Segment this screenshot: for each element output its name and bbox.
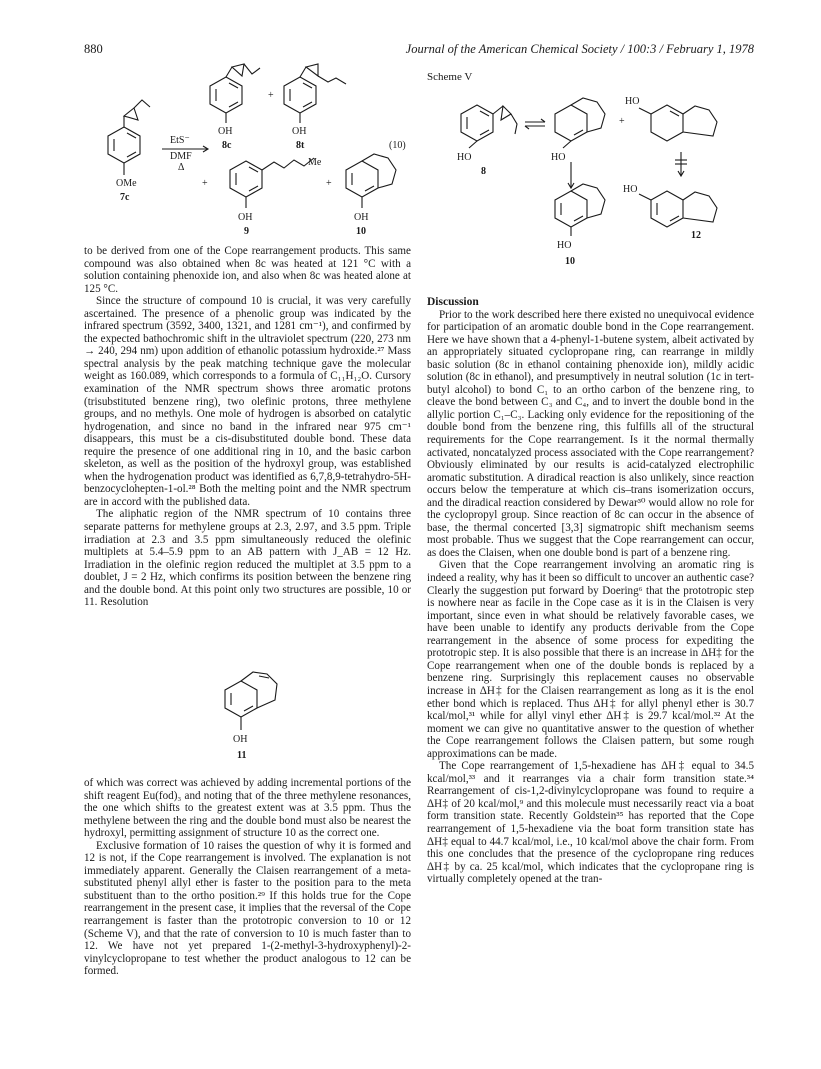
structure-8-ring [461,105,493,141]
paragraph: to be derived from one of the Cope rearrangement products. This same compound was also obtained when 8c was heated at 121 °C with a solution containing phenoxide ion, and also when 8c was heated alone at 125 °C. [84,245,411,295]
label-10: 10 [565,256,575,267]
left-column-top [84,245,411,609]
structure-9-ring [230,161,262,197]
plus-sign: + [268,90,274,101]
oh-label: OH [354,212,369,223]
paragraph: The aliphatic region of the NMR spectrum of 10 contains three separate patterns for methylene groups at 2.3, 2.97, and 3.5 ppm. Triple irradiation at 2.3 and 3.5 ppm simultaneously reduced the olefinic multiplets at 5.4–5.9 ppm to an AB pattern with J_AB = 12 Hz. Irradiation in the olefinic region reduced the multiplet at 3.5 ppm to a doublet, J = 2 Hz, which confirms its position between the benzene ring and the double bond. At this point only two structures are possible, 10 or 11. Resolution [84,508,411,609]
label-8t: 8t [296,140,305,151]
label-8: 8 [481,166,486,177]
page-number: 880 [84,42,103,56]
me-label: Me [308,157,322,168]
scheme-v-figure [427,84,747,274]
label-9: 9 [244,226,249,237]
scheme-title: Scheme V [427,71,473,83]
ho-label: HO [623,184,638,195]
structure-11-figure [195,660,315,770]
oh-label: OH [218,126,233,137]
reagent-mid: DMF [170,151,192,162]
label-8c: 8c [222,140,232,151]
intermediate-ring [555,105,587,141]
ome-label: OMe [116,178,137,189]
plus-sign: + [326,178,332,189]
structure-10-ring [555,191,587,227]
ho-label: HO [557,240,572,251]
structure-11-ring [225,681,257,717]
oh-label: OH [233,734,248,745]
label-11: 11 [237,750,247,761]
plus-sign: + [202,178,208,189]
ho-label: HO [457,152,472,163]
label-10: 10 [356,226,366,237]
ho-label: HO [625,96,640,107]
paragraph: of which was correct was achieved by adding incremental portions of the shift reagent Eu(fod)₃ and noting that of the three methylene resonances, the one which shifts to the greatest extent was at 3.5 ppm. Thus the methylene between the ring and the double bond must also be nearest the hydroxyl, permitting assignment of structure 10 as the correct one. [84,777,411,840]
oh-label: OH [238,212,253,223]
paragraph: Since the structure of compound 10 is crucial, it was very carefully ascertained. The presence of a phenolic group was indicated by the infrared spectrum (3592, 3400, 1321, and 1281 cm⁻¹), and confirmed by the expected bathochromic shift in the ultraviolet spectrum (220, 273 nm → 240, 294 nm) upon addition of ethanolic potassium hydroxide.²⁷ Mass spectral analysis by the peak matching technique gave the molecular weight as 160.089, which corresponds to a formula of C₁₁H₁₂O. Cursory examination of the NMR spectrum shows three aromatic protons (trisubstituted benzene ring), two olefinic protons, three methylene groups, and no methyls. One mole of hydrogen is absorbed on catalytic hydrogenation, and since no band in the infrared near 975 cm⁻¹ disappears, this must be a cis-disubstituted double bond. These data require the presence of one additional ring in 10, and the basic carbon skeleton, as well as the position of the hydroxyl group, was established when the hydrogenation product was identified as 6,7,8,9-tetrahydro-5H-benzocyclohepten-1-ol.²⁸ Both the melting point and the NMR spectrum are in accord with the published data. [84,295,411,508]
plus-sign: + [619,116,625,127]
right-column [427,296,754,886]
label-12: 12 [691,230,701,241]
intermediate-top-ring [651,105,683,141]
paragraph: Exclusive formation of 10 raises the question of why it is formed and 12 is not, if the Cope rearrangement is involved. The explanation is not immediately apparent. Generally the Claisen rearrangement of a meta-substituted phenyl allyl ether is faster to the position para to the meta substituent than to the ortho position.²⁹ If this holds true for the Cope rearrangement in the present case, it implies that the reversal of the Cope rearrangement is faster than the prototropic conversion to 10 or 12 (Scheme V), and that the rate of conversion to 10 is much faster than to 12. We have not yet prepared 1-(2-methyl-3-hydroxyphenyl)-2-vinylcyclopropane to test whether the product analogous to 12 can be formed. [84,839,411,978]
reagent-top: EtS⁻ [170,135,190,146]
reagent-bottom: Δ [178,162,185,173]
ho-label: HO [551,152,566,163]
structure-10-ring [346,161,378,197]
left-column-bottom [84,777,411,978]
equation-10-figure [84,62,424,242]
equation-number: (10) [389,140,406,151]
paragraph: Given that the Cope rearrangement involving an aromatic ring is indeed a reality, why has it been so difficult to uncover an authentic case? Clearly the suggestion put forward by Doering⁶ that the prototropic step is nowhere near as facile in the Cope case as it is in the Claisen is very important, since even in what should be relatively favorable cases, we have been unable to identify any products derivable from the Cope rearrangement in the absence of some process for expediting the prototropic step. It is also possible that there is an increase in ΔH‡ for the Cope rearrangement when one of the double bonds is replaced by a benzene ring. Surprisingly this replacement causes no observable increase in ΔH‡ for the Claisen rearrangement as long as it is the enol ether bond which is replaced. Thus ΔH‡ for allyl phenyl ether is 30.7 kcal/mol,³¹ while for allyl vinyl ether ΔH‡ is 29.7 kcal/mol.³² At the moment we can give no quantitative answer to the question of whether the Cope rearrangement follows the Claisen pattern, but some rough approximations can be made. [427,559,754,760]
paragraph: The Cope rearrangement of 1,5-hexadiene has ΔH‡ equal to 34.5 kcal/mol,³³ and it rearranges via a chair form transition state.³⁴ Rearrangement of cis-1,2-divinylcyclopropane was found to require a ΔH‡ of 20 kcal/mol,⁹ and this molecule must necessarily react via a boat form transition state. Recently Goldstein³⁵ has reported that the Cope rearrangement of 1,5-hexadiene via the boat form transition state has ΔH‡ equal to 44.7 kcal/mol, i.e., 10 kcal/mol above the chair form. From this one concludes that the presence of the cyclopropane ring reduces ΔH‡ by ca. 25 kcal/mol, which indicates that the cyclopropane ring is virtually completely opened at the tran- [427,760,754,886]
oh-label: OH [292,126,307,137]
paragraph: Prior to the work described here there existed no unequivocal evidence for participation of an aromatic double bond in the Cope rearrangement. Here we have shown that a 4-phenyl-1-butene system, albeit activated by an appropriately situated cyclopropane ring, can rearrange in mildly basic solution (8c in ethanol containing phenoxide ion), mildly acidic solution (8c in ethanol), and presumptively in neutral solution (1c in tert-butyl alcohol) to bond C₁ to an ortho carbon of the benzene ring, to cleave the bond between C₃ and C₄, and to invert the double bond in the allylic portion C₁–C₃. Lacking only evidence for the repositioning of the double bond from the benzene ring, this fulfills all of the structural requirements for the Cope rearrangement. Is it the normal thermally activated, noncatalyzed process associated with the Cope rearrangement? Obviously eliminated by our results is acid-catalyzed electrophilic aromatic substitution. A diradical reaction is also unlikely, since reaction occurs below the temperature at which cis–trans isomerization occurs, and the diradical reaction considered by Dewar³⁰ would allow no role for the cyclopropyl group. Since reaction of 8c can occur in the absence of base, the thermal concerted [3,3] sigmatropic shift mechanism seems most probable. Thus we suggest that the Cope rearrangement can occur, as does the Claisen, when one double bond is part of a benzene ring. [427,308,754,559]
journal-citation: Journal of the American Chemical Society / 100:3 / February 1, 1978 [405,42,754,56]
structure-7c-ring [108,127,140,163]
structure-8c-ring [210,77,242,113]
structure-8t-ring [284,77,316,113]
label-7c: 7c [120,192,130,203]
section-heading: Discussion [427,296,479,308]
page-header [84,42,754,60]
structure-12-ring [651,191,683,227]
